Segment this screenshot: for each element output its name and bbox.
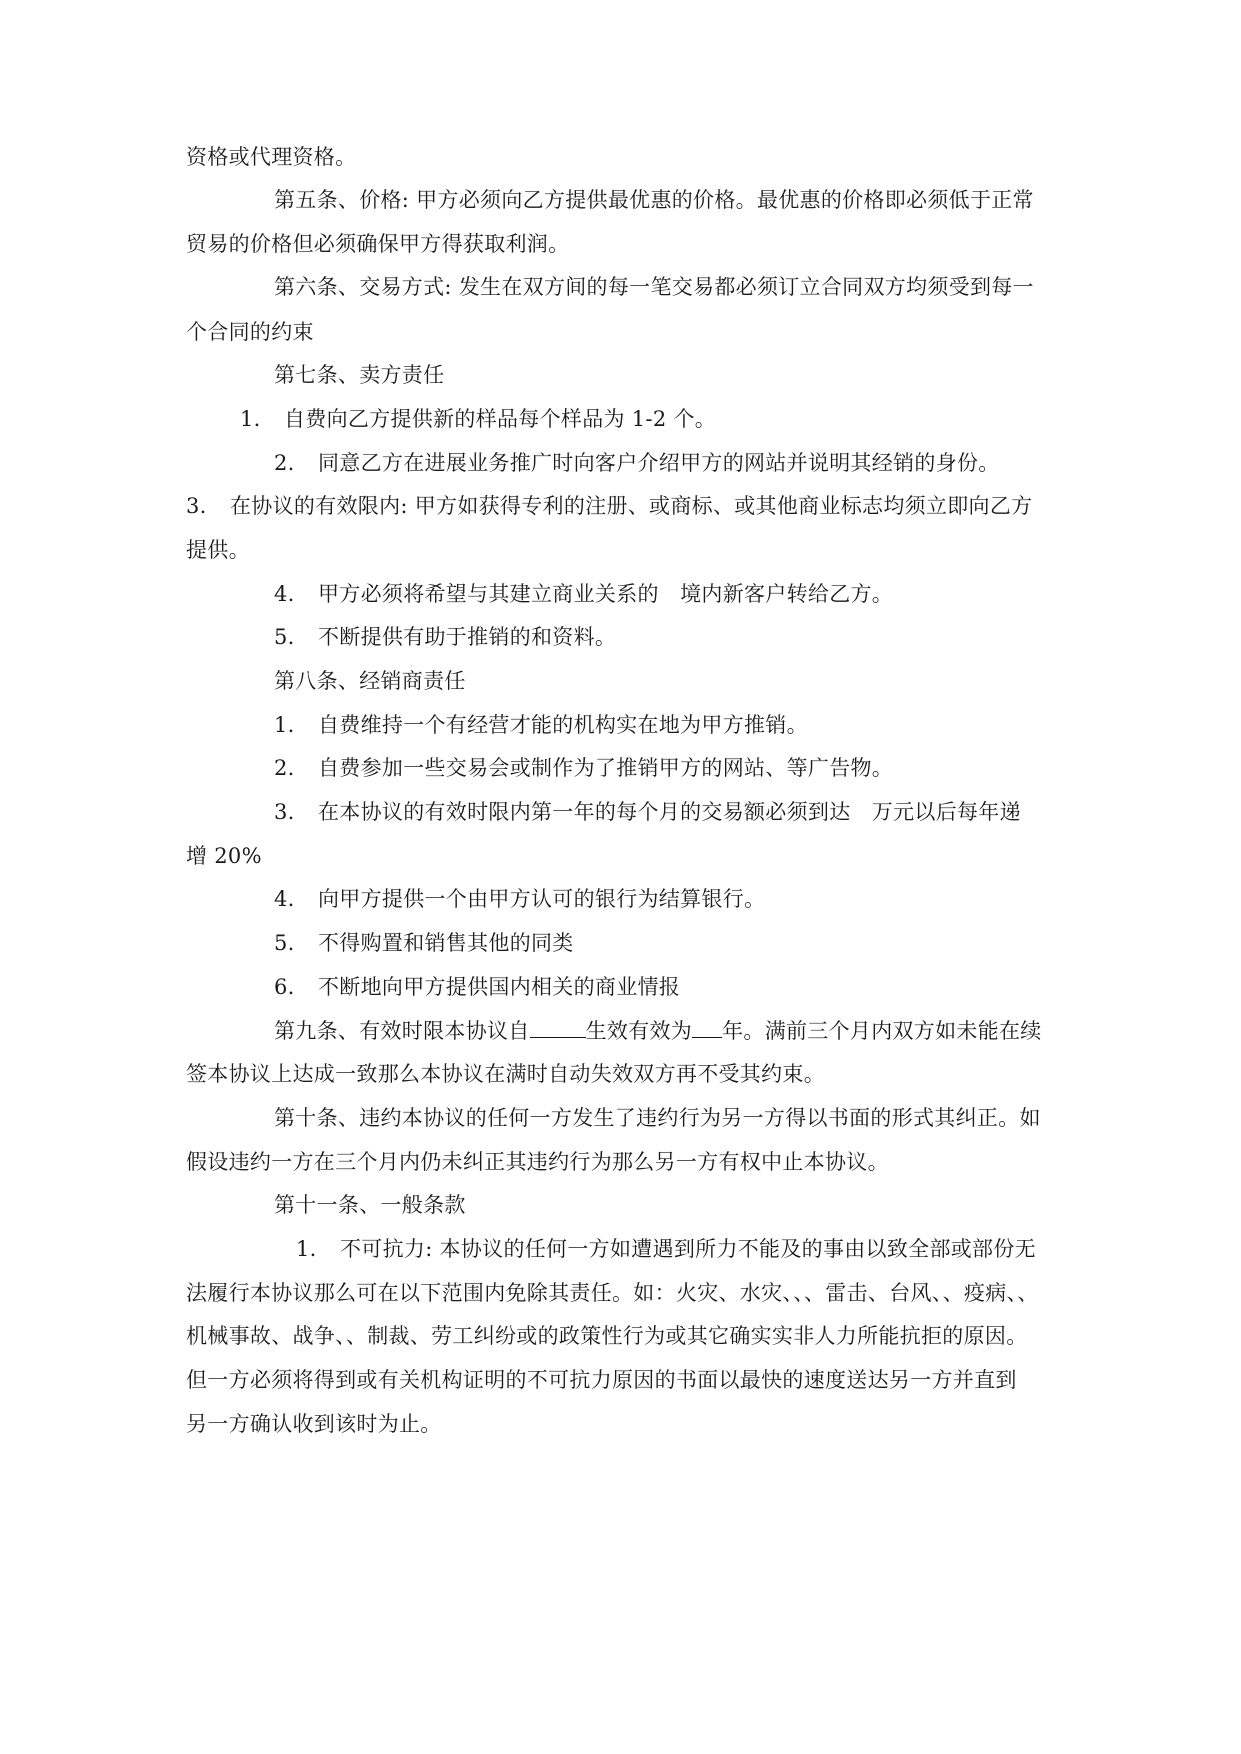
list-number: 1. — [296, 1237, 317, 1261]
list-item: 不断提供有助于推销的和资料。 — [318, 625, 617, 649]
list-number: 3. — [186, 494, 207, 518]
article-9-text-c: 年。满前三个月内双方如未能在续 — [722, 1019, 1042, 1043]
paragraph-line: 贸易的价格但必须确保甲方得获取利润。 — [186, 232, 570, 256]
article-11-heading: 第十一条、一般条款 — [274, 1193, 466, 1217]
list-item: 自费维持一个有经营才能的机构实在地为甲方推销。 — [318, 713, 808, 737]
article-9-line — [274, 1017, 1042, 1045]
list-number: 6. — [274, 975, 295, 999]
list-item: 向甲方提供一个由甲方认可的银行为结算银行。 — [318, 887, 766, 911]
list-number: 4. — [274, 582, 295, 606]
list-number: 5. — [274, 625, 295, 649]
list-item: 不可抗力: 本协议的任何一方如遭遇到所力不能及的事由以致全部或部份无 — [340, 1237, 1036, 1261]
list-item: 不断地向甲方提供国内相关的商业情报 — [318, 975, 681, 999]
list-item: 在协议的有效限内: 甲方如获得专利的注册、或商标、或其他商业标志均须立即向乙方 — [230, 494, 1033, 518]
paragraph-line: 资格或代理资格。 — [186, 145, 357, 169]
paragraph-line: 假设违约一方在三个月内仍未纠正其违约行为那么另一方有权中止本协议。 — [186, 1150, 889, 1174]
list-number: 1. — [240, 407, 261, 431]
article-9-text-a: 第九条、有效时限本协议自 — [274, 1019, 530, 1043]
list-item: 自费向乙方提供新的样品每个样品为 1-2 个。 — [284, 407, 717, 431]
date-blank — [530, 1017, 586, 1038]
list-number: 2. — [274, 756, 295, 780]
paragraph-line: 提供。 — [186, 538, 250, 562]
article-6-line: 第六条、交易方式: 发生在双方间的每一笔交易都必须订立合同双方均须受到每一 — [274, 275, 1034, 299]
article-9-text-b: 生效有效为 — [585, 1019, 693, 1043]
list-number: 4. — [274, 887, 295, 911]
list-number: 5. — [274, 931, 295, 955]
list-number: 3. — [274, 800, 295, 824]
list-item: 自费参加一些交易会或制作为了推销甲方的网站、等广告物。 — [318, 756, 894, 780]
paragraph-line: 增 20% — [186, 844, 262, 868]
years-blank — [692, 1017, 722, 1038]
list-item: 同意乙方在进展业务推广时向客户介绍甲方的网站并说明其经销的身份。 — [318, 451, 1000, 475]
article-10-line: 第十条、违约本协议的任何一方发生了违约行为另一方得以书面的形式其纠正。如 — [274, 1106, 1041, 1130]
paragraph-line: 个合同的约束 — [186, 320, 314, 344]
paragraph-line: 但一方必须将得到或有关机构证明的不可抗力原因的书面以最快的速度送达另一方并直到 — [186, 1368, 1017, 1392]
paragraph-line: 机械事故、战争、、制裁、劳工纠纷或的政策性行为或其它确实实非人力所能抗拒的原因。 — [186, 1324, 1028, 1348]
list-item: 在本协议的有效时限内第一年的每个月的交易额必须到达 万元以后每年递 — [318, 800, 1021, 824]
list-item: 不得购置和销售其他的同类 — [318, 931, 574, 955]
article-5-line: 第五条、价格: 甲方必须向乙方提供最优惠的价格。最优惠的价格即必须低于正常 — [274, 188, 1034, 212]
paragraph-line: 法履行本协议那么可在以下范围内免除其责任。如：火灾、水灾、、、雷击、台风、、疫病、、 — [186, 1281, 1039, 1305]
article-7-heading: 第七条、卖方责任 — [274, 363, 445, 387]
paragraph-line: 另一方确认收到该时为止。 — [186, 1412, 442, 1436]
list-number: 2. — [274, 451, 295, 475]
list-number: 1. — [274, 713, 295, 737]
paragraph-line: 签本协议上达成一致那么本协议在满时自动失效双方再不受其约束。 — [186, 1062, 825, 1086]
article-8-heading: 第八条、经销商责任 — [274, 669, 466, 693]
list-item: 甲方必须将希望与其建立商业关系的 境内新客户转给乙方。 — [318, 582, 894, 606]
